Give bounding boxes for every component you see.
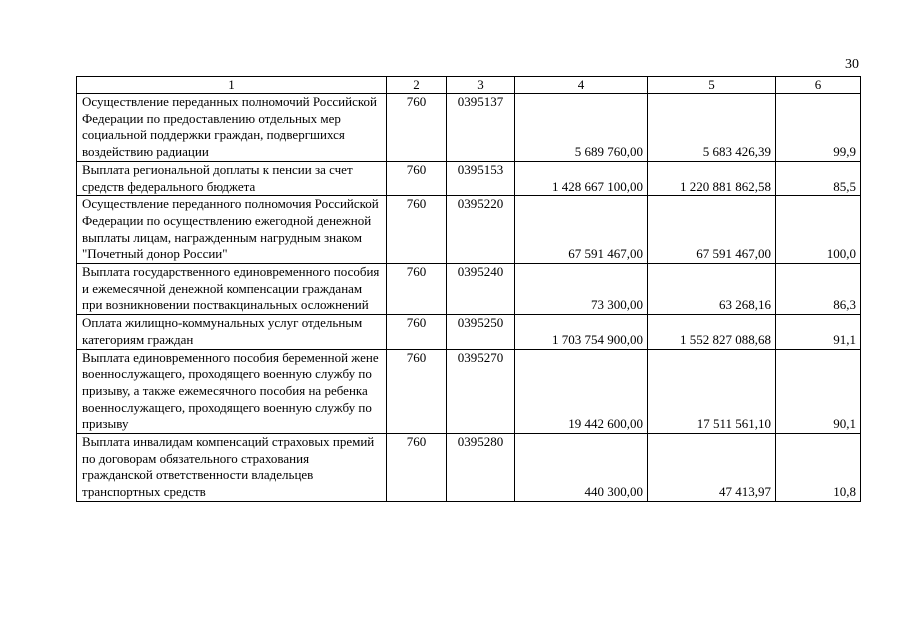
row-description: Осуществление переданного полномочия Российской Федерации по осуществлению ежегодной денежной выплаты лицам, награжденным нагрудным знаком "Почетный донор России"	[77, 196, 387, 264]
row-target-code: 0395250	[447, 315, 515, 349]
row-percent: 99,9	[776, 94, 861, 162]
row-description: Оплата жилищно-коммунальных услуг отдельным категориям граждан	[77, 315, 387, 349]
row-description: Выплата единовременного пособия беременной жене военнослужащего, проходящего военную службу по призыву, а также ежемесячного пособия на ребенка военнослужащего, проходящего военную службу по призыву	[77, 349, 387, 434]
row-description: Выплата государственного единовременного пособия и ежемесячной денежной компенсации гражданам при возникновении поствакцинальных осложнений	[77, 264, 387, 315]
row-description: Выплата региональной доплаты к пенсии за счет средств федерального бюджета	[77, 161, 387, 195]
row-target-code: 0395280	[447, 434, 515, 502]
table-row	[77, 349, 861, 434]
column-header: 4	[515, 77, 648, 94]
table-row	[77, 434, 861, 502]
row-actual-amount: 67 591 467,00	[648, 196, 776, 264]
column-header: 6	[776, 77, 861, 94]
row-planned-amount: 67 591 467,00	[515, 196, 648, 264]
column-header: 5	[648, 77, 776, 94]
row-planned-amount: 1 428 667 100,00	[515, 161, 648, 195]
row-target-code: 0395137	[447, 94, 515, 162]
row-target-code: 0395270	[447, 349, 515, 434]
table-row	[77, 196, 861, 264]
column-header: 1	[77, 77, 387, 94]
budget-table	[76, 76, 861, 502]
row-actual-amount: 47 413,97	[648, 434, 776, 502]
row-percent: 86,3	[776, 264, 861, 315]
row-target-code: 0395240	[447, 264, 515, 315]
row-code-760: 760	[387, 315, 447, 349]
page-number: 30	[845, 57, 859, 72]
row-description: Выплата инвалидам компенсаций страховых премий по договорам обязательного страхования гражданской ответственности владельцев транспортных средств	[77, 434, 387, 502]
column-header: 2	[387, 77, 447, 94]
table-row	[77, 161, 861, 195]
row-actual-amount: 63 268,16	[648, 264, 776, 315]
table-row	[77, 264, 861, 315]
row-percent: 90,1	[776, 349, 861, 434]
row-actual-amount: 1 220 881 862,58	[648, 161, 776, 195]
row-code-760: 760	[387, 434, 447, 502]
row-percent: 10,8	[776, 434, 861, 502]
row-percent: 91,1	[776, 315, 861, 349]
header-row	[77, 77, 861, 94]
row-planned-amount: 1 703 754 900,00	[515, 315, 648, 349]
row-planned-amount: 5 689 760,00	[515, 94, 648, 162]
row-code-760: 760	[387, 349, 447, 434]
row-planned-amount: 73 300,00	[515, 264, 648, 315]
row-code-760: 760	[387, 94, 447, 162]
row-target-code: 0395153	[447, 161, 515, 195]
row-code-760: 760	[387, 161, 447, 195]
table-row	[77, 94, 861, 162]
row-planned-amount: 440 300,00	[515, 434, 648, 502]
row-code-760: 760	[387, 196, 447, 264]
table-row	[77, 315, 861, 349]
row-code-760: 760	[387, 264, 447, 315]
row-percent: 100,0	[776, 196, 861, 264]
row-planned-amount: 19 442 600,00	[515, 349, 648, 434]
row-actual-amount: 1 552 827 088,68	[648, 315, 776, 349]
row-target-code: 0395220	[447, 196, 515, 264]
row-actual-amount: 5 683 426,39	[648, 94, 776, 162]
column-header: 3	[447, 77, 515, 94]
row-actual-amount: 17 511 561,10	[648, 349, 776, 434]
row-description: Осуществление переданных полномочий Российской Федерации по предоставлению отдельных мер социальной поддержки граждан, подвергшихся воздействию радиации	[77, 94, 387, 162]
row-percent: 85,5	[776, 161, 861, 195]
